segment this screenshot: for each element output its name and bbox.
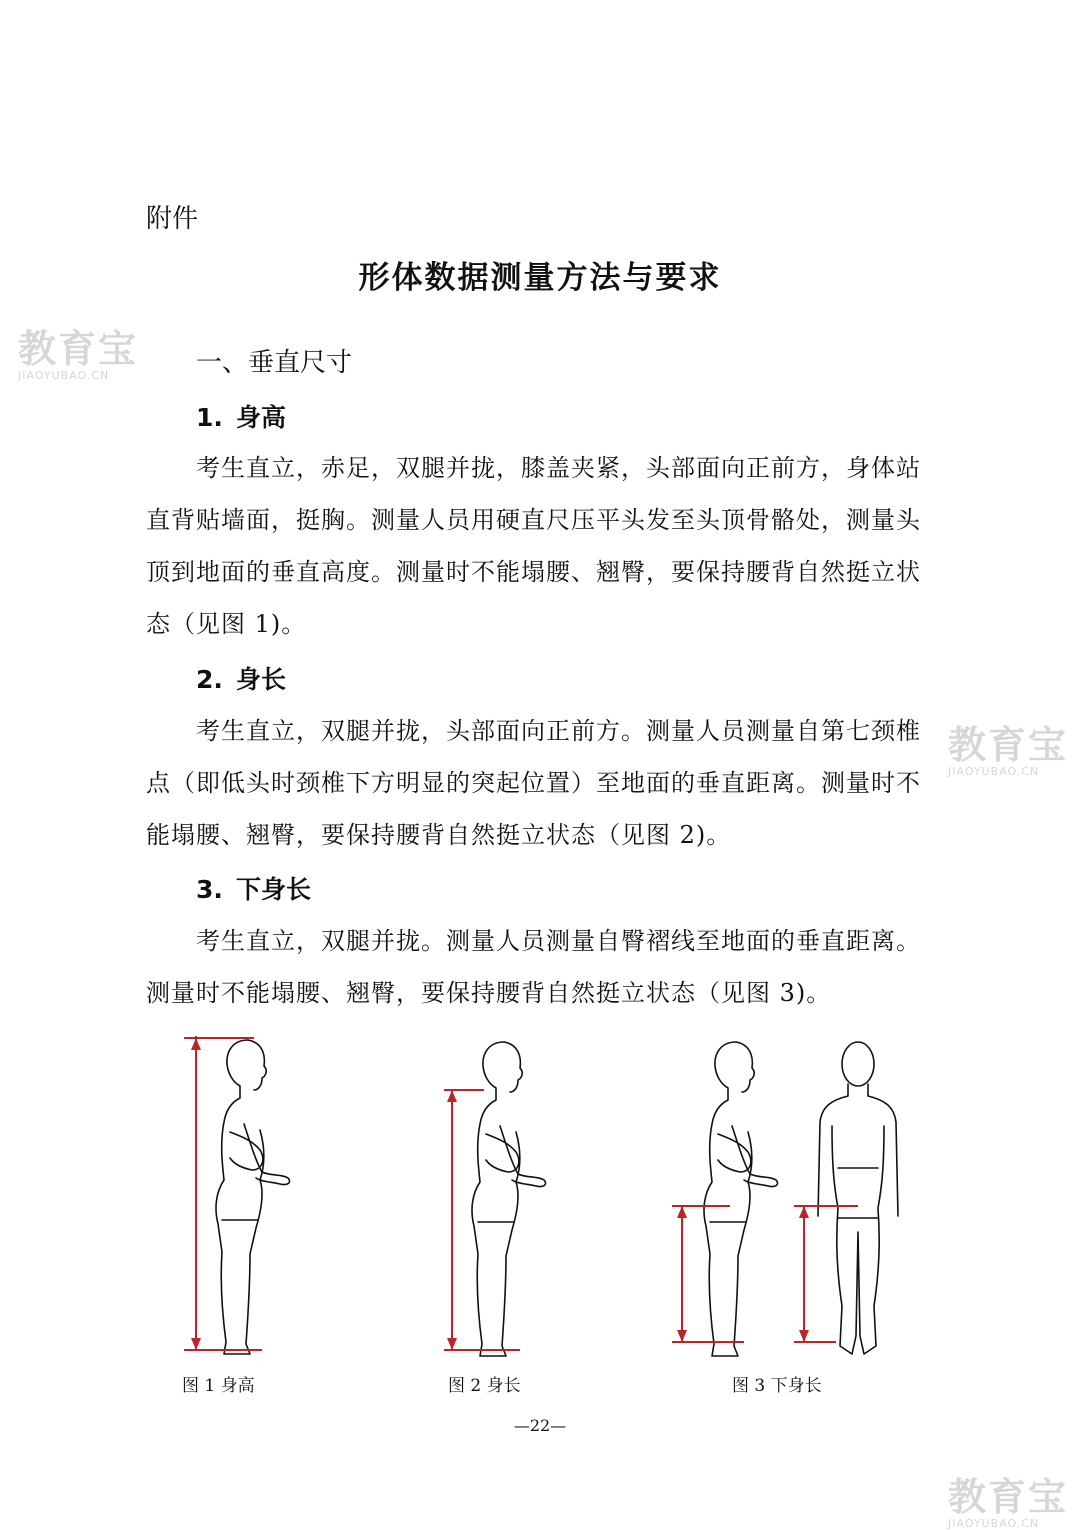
watermark-mid-right bbox=[948, 723, 1069, 778]
item-body-body-length: 考生直立，双腿并拢，头部面向正前方。测量人员测量自第七颈椎点（即低头时颈椎下方明显的突起位置）至地面的垂直距离。测量时不能塌腰、翘臀，要保持腰背自然挺立状态（见图 2)。 bbox=[146, 717, 921, 849]
figure-2-body-length bbox=[444, 1042, 546, 1356]
watermark-text: 教育宝 bbox=[948, 1475, 1069, 1519]
item-number: 1. bbox=[196, 403, 223, 432]
figure-2-caption: 图 2 身长 bbox=[448, 1376, 521, 1396]
item-heading-lower-length bbox=[196, 870, 311, 906]
figures-illustration bbox=[0, 1020, 1080, 1360]
item-number: 3. bbox=[196, 875, 223, 904]
attachment-label: 附件 bbox=[146, 204, 199, 234]
figure-3-lower-length bbox=[672, 1042, 898, 1356]
item-title: 身长 bbox=[236, 665, 287, 694]
item-body-height: 考生直立，赤足，双腿并拢，膝盖夹紧，头部面向正前方，身体站直背贴墙面，挺胸。测量人员用硬直尺压平头发至头顶骨骼处，测量头顶到地面的垂直高度。测量时不能塌腰、翘臀，要保持腰背自然挺立状态（见图 1)。 bbox=[146, 454, 921, 638]
watermark-top-left bbox=[18, 327, 139, 382]
page-title: 形体数据测量方法与要求 bbox=[358, 260, 722, 296]
page-number: —22— bbox=[513, 1416, 567, 1435]
watermark-url: JIAOYUBAO.CN bbox=[948, 1517, 1040, 1530]
item-number: 2. bbox=[196, 665, 223, 694]
figure-1-caption: 图 1 身高 bbox=[182, 1376, 255, 1396]
figure-3-caption: 图 3 下身长 bbox=[732, 1376, 822, 1396]
watermark-url: JIAOYUBAO.CN bbox=[18, 369, 110, 382]
item-title: 身高 bbox=[236, 403, 287, 432]
watermark-text: 教育宝 bbox=[18, 327, 139, 371]
item-title: 下身长 bbox=[236, 875, 312, 904]
watermark-url: JIAOYUBAO.CN bbox=[948, 765, 1040, 778]
watermark-text: 教育宝 bbox=[948, 723, 1069, 767]
item-heading-body-length bbox=[196, 660, 286, 696]
item-heading-height bbox=[196, 398, 286, 434]
watermark-bottom-right bbox=[948, 1475, 1069, 1530]
section-heading: 一、垂直尺寸 bbox=[196, 348, 353, 378]
item-body-lower-length: 考生直立，双腿并拢。测量人员测量自臀褶线至地面的垂直距离。测量时不能塌腰、翘臀，要保持腰背自然挺立状态（见图 3)。 bbox=[146, 927, 921, 1007]
figure-1-height bbox=[184, 1036, 290, 1354]
